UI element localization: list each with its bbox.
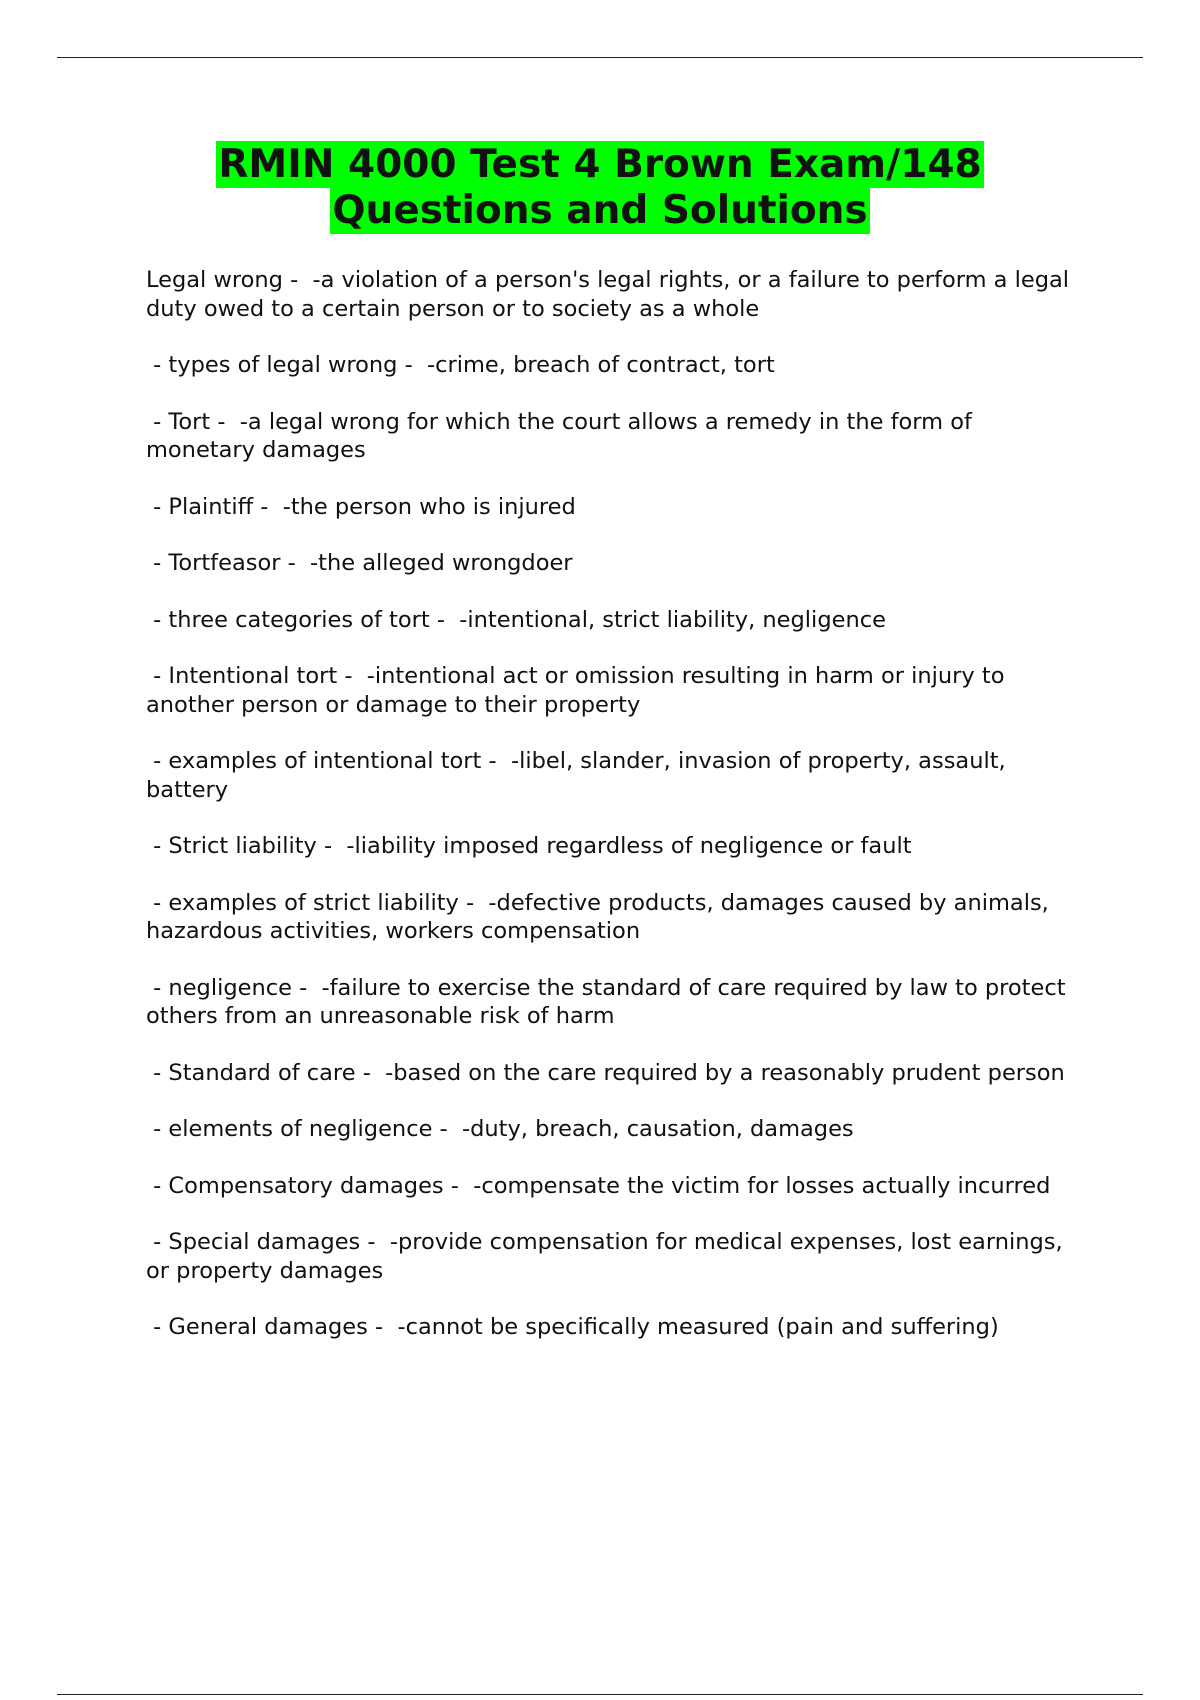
qa-entry-special-damages: - Special damages - -provide compensation for medical expenses, lost earnings, or property damages — [146, 1229, 1070, 1284]
top-rule — [57, 57, 1143, 58]
qa-entry-examples-of-intentional-tort: - examples of intentional tort - -libel, slander, invasion of property, assault, battery — [146, 748, 1013, 803]
qa-entry-three-categories-of-tort: - three categories of tort - -intentional, strict liability, negligence — [146, 606, 886, 633]
qa-entry-types-of-legal-wrong: - types of legal wrong - -crime, breach of contract, tort — [146, 352, 775, 378]
qa-entry-tortfeasor: - Tortfeasor - -the alleged wrongdoer — [146, 550, 573, 576]
qa-entry-legal-wrong: Legal wrong - -a violation of a person's legal rights, or a failure to perform a legal duty owed to a certain person or to society as a whole — [146, 267, 1077, 322]
bottom-rule — [57, 1694, 1143, 1695]
qa-entry-tort: - Tort - -a legal wrong for which the court allows a remedy in the form of monetary damages — [146, 408, 980, 463]
qa-entry-plaintiff: - Plaintiff - -the person who is injured — [146, 493, 576, 520]
title-line-2: Questions and Solutions — [332, 188, 868, 233]
title-line-1: RMIN 4000 Test 4 Brown Exam/148 — [218, 142, 982, 187]
qa-entry-strict-liability: - Strict liability - -liability imposed regardless of negligence or fault — [146, 833, 912, 859]
qa-entry-intentional-tort: - Intentional tort - -intentional act or omission resulting in harm or injury to another person or damage to their property — [146, 663, 1012, 718]
qa-entry-elements-of-negligence: - elements of negligence - -duty, breach, causation, damages — [146, 1116, 854, 1142]
qa-entry-standard-of-care: - Standard of care - -based on the care required by a reasonably prudent person — [146, 1059, 1065, 1086]
qa-entry-examples-of-strict-liability: - examples of strict liability - -defective products, damages caused by animals, hazardous activities, workers compensation — [146, 889, 1056, 944]
qa-entry-general-damages: - General damages - -cannot be specifically measured (pain and suffering) — [146, 1314, 999, 1340]
document-title — [57, 142, 1143, 234]
qa-entry-compensatory-damages: - Compensatory damages - -compensate the victim for losses actually incurred — [146, 1172, 1051, 1199]
qa-list — [146, 266, 1086, 1370]
qa-entry-negligence: - negligence - -failure to exercise the standard of care required by law to protect others from an unreasonable risk of harm — [146, 974, 1073, 1029]
